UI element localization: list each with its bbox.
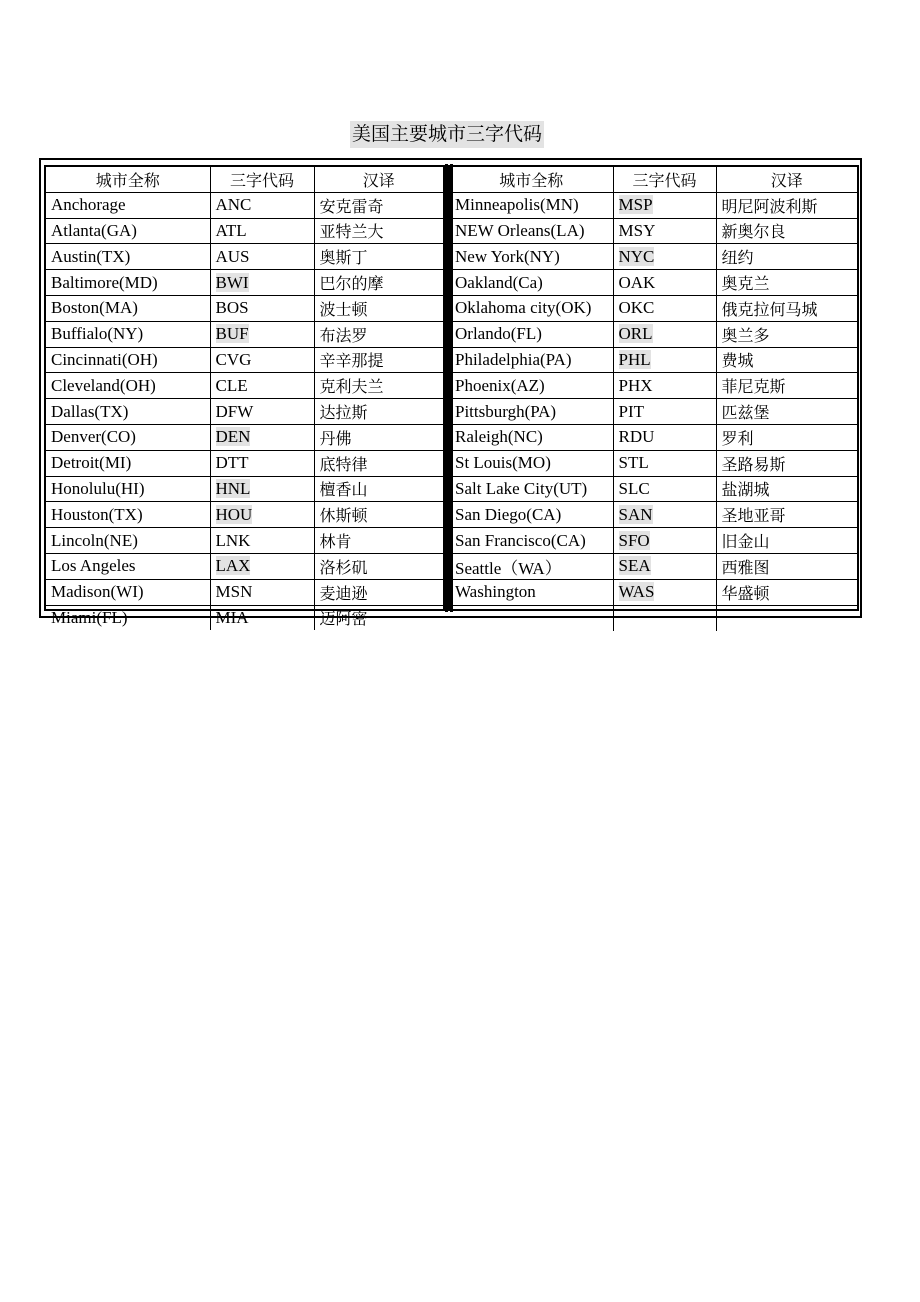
airport-code-text: ORL — [618, 324, 653, 344]
chinese-name: 巴尔的摩 — [314, 270, 443, 296]
chinese-name: 圣地亚哥 — [716, 502, 857, 528]
city-name: New York(NY) — [450, 244, 613, 270]
city-name: Orlando(FL) — [450, 321, 613, 347]
city-name — [450, 605, 613, 630]
airport-code-text: MSY — [618, 220, 656, 240]
city-name: Madison(WI) — [46, 579, 210, 605]
table-row — [46, 579, 443, 605]
airport-code — [210, 321, 314, 347]
right-city-table — [450, 167, 857, 631]
city-name: NEW Orleans(LA) — [450, 218, 613, 244]
airport-code-text: HNL — [215, 478, 251, 498]
airport-code — [613, 321, 716, 347]
table-row — [46, 270, 443, 296]
airport-code — [613, 502, 716, 528]
city-name: Austin(TX) — [46, 244, 210, 270]
chinese-name: 匹兹堡 — [716, 399, 857, 425]
city-name: Philadelphia(PA) — [450, 347, 613, 373]
table-row — [46, 347, 443, 373]
chinese-name: 迈阿密 — [314, 605, 443, 630]
airport-code — [613, 295, 716, 321]
table-row — [450, 218, 857, 244]
chinese-name: 达拉斯 — [314, 399, 443, 425]
airport-code-text: BWI — [215, 272, 249, 292]
table-row — [46, 424, 443, 450]
airport-code-text: MSP — [618, 195, 653, 215]
airport-code-text: WAS — [618, 582, 655, 602]
chinese-name: 纽约 — [716, 244, 857, 270]
airport-code — [613, 528, 716, 554]
city-name: Dallas(TX) — [46, 399, 210, 425]
header-city: 城市全称 — [46, 167, 210, 192]
table-row — [450, 553, 857, 579]
airport-code — [210, 605, 314, 630]
table-row — [450, 295, 857, 321]
airport-code — [613, 399, 716, 425]
chinese-name: 奥兰多 — [716, 321, 857, 347]
city-name: Washington — [450, 579, 613, 605]
chinese-name: 底特律 — [314, 450, 443, 476]
airport-code — [613, 450, 716, 476]
airport-code-text: MIA — [215, 607, 249, 627]
table-row — [46, 605, 443, 630]
chinese-name: 西雅图 — [716, 553, 857, 579]
page-title: 美国主要城市三字代码 — [350, 121, 544, 148]
airport-code — [613, 347, 716, 373]
airport-code-text: STL — [618, 453, 649, 473]
table-row — [450, 528, 857, 554]
table-row — [450, 424, 857, 450]
city-name: Oakland(Ca) — [450, 270, 613, 296]
table-row — [450, 579, 857, 605]
table-row — [46, 399, 443, 425]
airport-code — [613, 476, 716, 502]
right-table-panel — [448, 165, 859, 611]
chinese-name: 盐湖城 — [716, 476, 857, 502]
city-name: Atlanta(GA) — [46, 218, 210, 244]
airport-code-text: PHL — [618, 349, 651, 369]
city-name: Seattle（WA） — [450, 553, 613, 579]
city-name: Raleigh(NC) — [450, 424, 613, 450]
header-code: 三字代码 — [210, 167, 314, 192]
right-table-body — [450, 192, 857, 630]
chinese-name: 奥克兰 — [716, 270, 857, 296]
airport-code — [210, 476, 314, 502]
airport-code — [613, 605, 716, 630]
city-name: Denver(CO) — [46, 424, 210, 450]
table-row — [450, 244, 857, 270]
header-code: 三字代码 — [613, 167, 716, 192]
table-row — [46, 244, 443, 270]
airport-code — [613, 424, 716, 450]
airport-code-text: SEA — [618, 556, 651, 576]
city-name: Houston(TX) — [46, 502, 210, 528]
airport-code — [210, 373, 314, 399]
airport-code — [613, 218, 716, 244]
chinese-name: 菲尼克斯 — [716, 373, 857, 399]
left-table-body — [46, 192, 443, 630]
table-row — [46, 528, 443, 554]
table-row — [450, 321, 857, 347]
airport-code — [210, 347, 314, 373]
table-row — [450, 373, 857, 399]
chinese-name: 丹佛 — [314, 424, 443, 450]
airport-code-text: RDU — [618, 427, 655, 447]
city-name: Salt Lake City(UT) — [450, 476, 613, 502]
chinese-name: 费城 — [716, 347, 857, 373]
table-row — [450, 476, 857, 502]
city-name: Pittsburgh(PA) — [450, 399, 613, 425]
city-name: Cincinnati(OH) — [46, 347, 210, 373]
airport-code — [210, 528, 314, 554]
table-row — [450, 399, 857, 425]
table-row — [46, 373, 443, 399]
airport-code — [210, 502, 314, 528]
airport-code — [210, 270, 314, 296]
chinese-name: 亚特兰大 — [314, 218, 443, 244]
chinese-name: 旧金山 — [716, 528, 857, 554]
left-city-table — [46, 167, 443, 630]
airport-code — [613, 192, 716, 218]
airport-code — [613, 244, 716, 270]
airport-code-text: PHX — [618, 375, 653, 395]
table-row — [450, 450, 857, 476]
header-city: 城市全称 — [450, 167, 613, 192]
airport-code-text: OAK — [618, 272, 656, 292]
airport-code — [613, 579, 716, 605]
airport-code-text: ANC — [215, 195, 252, 215]
airport-code — [613, 270, 716, 296]
city-code-table-frame — [39, 158, 862, 629]
airport-code-text: SAN — [618, 504, 653, 524]
airport-code-text: SLC — [618, 478, 650, 498]
airport-code — [210, 553, 314, 579]
airport-code-text: SFO — [618, 530, 650, 550]
chinese-name — [716, 605, 857, 630]
table-row — [46, 553, 443, 579]
table-row — [450, 502, 857, 528]
chinese-name: 辛辛那提 — [314, 347, 443, 373]
table-header-row — [450, 167, 857, 192]
table-row — [450, 270, 857, 296]
city-name: Boston(MA) — [46, 295, 210, 321]
chinese-name: 罗利 — [716, 424, 857, 450]
chinese-name: 休斯顿 — [314, 502, 443, 528]
airport-code — [613, 373, 716, 399]
left-table-panel — [44, 165, 445, 629]
header-chinese: 汉译 — [314, 167, 443, 192]
airport-code-text: NYC — [618, 246, 655, 266]
chinese-name: 俄克拉何马城 — [716, 295, 857, 321]
table-header-row — [46, 167, 443, 192]
city-name: Honolulu(HI) — [46, 476, 210, 502]
airport-code — [613, 553, 716, 579]
airport-code — [210, 450, 314, 476]
city-name: San Diego(CA) — [450, 502, 613, 528]
chinese-name: 安克雷奇 — [314, 192, 443, 218]
chinese-name: 布法罗 — [314, 321, 443, 347]
city-name: St Louis(MO) — [450, 450, 613, 476]
table-row — [46, 450, 443, 476]
chinese-name: 圣路易斯 — [716, 450, 857, 476]
city-name: San Francisco(CA) — [450, 528, 613, 554]
chinese-name: 新奥尔良 — [716, 218, 857, 244]
airport-code-text: HOU — [215, 504, 253, 524]
airport-code-text: CLE — [215, 375, 248, 395]
airport-code — [210, 579, 314, 605]
airport-code — [210, 424, 314, 450]
chinese-name: 林肯 — [314, 528, 443, 554]
city-name: Baltimore(MD) — [46, 270, 210, 296]
city-name: Detroit(MI) — [46, 450, 210, 476]
airport-code-text: DTT — [215, 453, 249, 473]
chinese-name: 华盛顿 — [716, 579, 857, 605]
table-row — [46, 321, 443, 347]
table-row — [46, 192, 443, 218]
airport-code-text: BUF — [215, 324, 249, 344]
city-name: Cleveland(OH) — [46, 373, 210, 399]
table-row — [450, 347, 857, 373]
chinese-name: 波士顿 — [314, 295, 443, 321]
airport-code-text: DEN — [215, 427, 251, 447]
table-row — [46, 502, 443, 528]
airport-code-text: MSN — [215, 582, 253, 602]
airport-code — [210, 218, 314, 244]
header-chinese: 汉译 — [716, 167, 857, 192]
city-name: Buffialo(NY) — [46, 321, 210, 347]
airport-code-text: AUS — [215, 246, 250, 266]
chinese-name: 檀香山 — [314, 476, 443, 502]
table-row — [46, 476, 443, 502]
table-row — [46, 295, 443, 321]
airport-code-text: ATL — [215, 220, 247, 240]
city-name: Anchorage — [46, 192, 210, 218]
chinese-name: 明尼阿波利斯 — [716, 192, 857, 218]
airport-code — [210, 192, 314, 218]
city-name: Miami(FL) — [46, 605, 210, 630]
airport-code-text: CVG — [215, 349, 252, 369]
chinese-name: 洛杉矶 — [314, 553, 443, 579]
table-row — [46, 218, 443, 244]
airport-code — [210, 295, 314, 321]
airport-code-text: LAX — [215, 556, 251, 576]
airport-code — [210, 399, 314, 425]
table-row — [450, 605, 857, 630]
city-name: Phoenix(AZ) — [450, 373, 613, 399]
airport-code-text: DFW — [215, 401, 254, 421]
table-row — [450, 192, 857, 218]
chinese-name: 麦迪逊 — [314, 579, 443, 605]
chinese-name: 克利夫兰 — [314, 373, 443, 399]
airport-code-text: BOS — [215, 298, 249, 318]
city-name: Lincoln(NE) — [46, 528, 210, 554]
city-name: Oklahoma city(OK) — [450, 295, 613, 321]
chinese-name: 奥斯丁 — [314, 244, 443, 270]
city-name: Minneapolis(MN) — [450, 192, 613, 218]
airport-code-text: LNK — [215, 530, 251, 550]
airport-code-text: OKC — [618, 298, 655, 318]
city-name: Los Angeles — [46, 553, 210, 579]
airport-code — [210, 244, 314, 270]
airport-code-text: PIT — [618, 401, 644, 421]
